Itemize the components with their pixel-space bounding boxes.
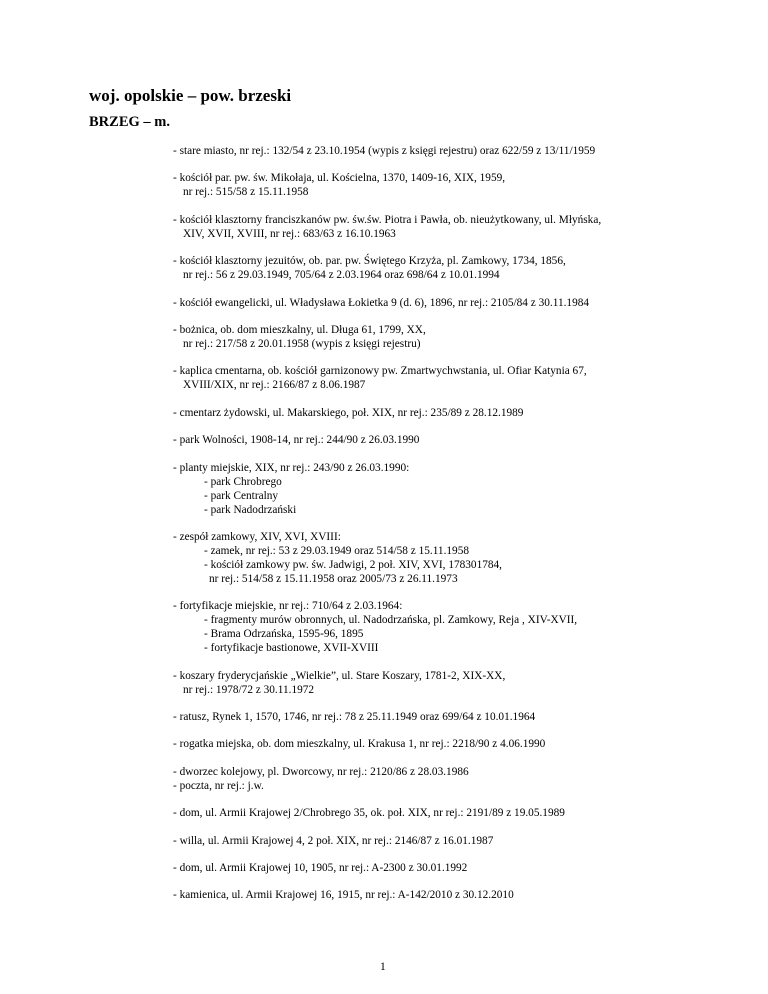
list-item-line: - rogatka miejska, ob. dom mieszkalny, ul. Krakusa 1, nr rej.: 2218/90 z 4.06.1990: [173, 738, 546, 751]
list-item: [173, 530, 753, 586]
list-item-line: - zamek, nr rej.: 53 z 29.03.1949 oraz 514/58 z 15.11.1958: [204, 544, 469, 557]
list-item-line: XIV, XVII, XVIII, nr rej.: 683/63 z 16.10.1963: [183, 227, 396, 240]
list-item: [173, 323, 753, 351]
list-item: [173, 254, 753, 282]
list-item-line: - park Chrobrego: [204, 475, 282, 488]
list-item-line: - kościół klasztorny franciszkanów pw. św.św. Piotra i Pawła, ob. nieużytkowany, ul. Młyńska,: [173, 213, 602, 226]
list-item-line: - park Wolności, 1908-14, nr rej.: 244/90 z 26.03.1990: [173, 434, 420, 447]
list-item-line: - kościół par. pw. św. Mikołaja, ul. Kościelna, 1370, 1409-16, XIX, 1959,: [173, 172, 506, 185]
list-item-line: - park Nadodrzański: [204, 503, 297, 516]
list-item-line: - ratusz, Rynek 1, 1570, 1746, nr rej.: 78 z 25.11.1949 oraz 699/64 z 10.01.1964: [173, 711, 536, 724]
list-item: [173, 669, 753, 697]
list-item-line: - bożnica, ob. dom mieszkalny, ul. Długa 61, 1799, XX,: [173, 323, 426, 336]
list-item-line: nr rej.: 217/58 z 20.01.1958 (wypis z księgi rejestru): [183, 337, 421, 350]
list-item-line: nr rej.: 56 z 29.03.1949, 705/64 z 2.03.1964 oraz 698/64 z 10.01.1994: [183, 269, 500, 282]
page-title: woj. opolskie – pow. brzeski: [89, 86, 292, 105]
list-item: [173, 461, 753, 517]
list-item: [173, 710, 753, 724]
list-item: [173, 888, 753, 902]
list-item: [173, 599, 753, 655]
list-item-line: - dom, ul. Armii Krajowej 2/Chrobrego 35, ok. poł. XIX, nr rej.: 2191/89 z 19.05.1989: [173, 807, 565, 820]
list-item-line: nr rej.: 515/58 z 15.11.1958: [183, 186, 309, 199]
list-item: [173, 861, 753, 875]
list-item: [173, 364, 753, 392]
list-item: [173, 296, 753, 310]
list-item-line: nr rej.: 514/58 z 15.11.1958 oraz 2005/73 z 26.11.1973: [209, 572, 458, 585]
monument-list: [173, 144, 753, 916]
section-title: BRZEG – m.: [89, 114, 170, 130]
list-item-line: - park Centralny: [204, 489, 279, 502]
list-item-line: nr rej.: 1978/72 z 30.11.1972: [183, 683, 315, 696]
list-item-line: - dworzec kolejowy, pl. Dworcowy, nr rej.: 2120/86 z 28.03.1986: [173, 765, 469, 778]
list-item-line: - cmentarz żydowski, ul. Makarskiego, poł. XIX, nr rej.: 235/89 z 28.12.1989: [173, 406, 524, 419]
list-item-line: - willa, ul. Armii Krajowej 4, 2 poł. XIX, nr rej.: 2146/87 z 16.01.1987: [173, 834, 494, 847]
list-item: [173, 834, 753, 848]
list-item-line: - Brama Odrzańska, 1595-96, 1895: [204, 628, 364, 641]
page-number: 1: [380, 961, 386, 973]
list-item-line: - kościół zamkowy pw. św. Jadwigi, 2 poł. XIV, XVI, 178301784,: [204, 558, 502, 571]
list-item: [173, 433, 753, 447]
list-item-line: - fortyfikacje miejskie, nr rej.: 710/64 z 2.03.1964:: [173, 600, 403, 613]
list-item-line: - fragmenty murów obronnych, ul. Nadodrzańska, pl. Zamkowy, Reja , XIV-XVII,: [204, 614, 578, 627]
list-item-line: - poczta, nr rej.: j.w.: [173, 779, 264, 792]
list-item: [173, 765, 753, 793]
list-item-line: XVIII/XIX, nr rej.: 2166/87 z 8.06.1987: [183, 379, 366, 392]
list-item-line: - planty miejskie, XIX, nr rej.: 243/90 z 26.03.1990:: [173, 461, 410, 474]
list-item-line: - kamienica, ul. Armii Krajowej 16, 1915, nr rej.: A-142/2010 z 30.12.2010: [173, 889, 514, 902]
list-item-line: - kaplica cmentarna, ob. kościół garnizonowy pw. Zmartwychwstania, ul. Ofiar Katynia 67,: [173, 365, 587, 378]
list-item-line: - fortyfikacje bastionowe, XVII-XVIII: [204, 642, 379, 655]
list-item: [173, 406, 753, 420]
list-item-line: - kościół ewangelicki, ul. Władysława Łokietka 9 (d. 6), 1896, nr rej.: 2105/84 z 30.11.1984: [173, 296, 590, 309]
list-item: [173, 171, 753, 199]
list-item: [173, 737, 753, 751]
list-item-line: - dom, ul. Armii Krajowej 10, 1905, nr rej.: A-2300 z 30.01.1992: [173, 862, 468, 875]
list-item: [173, 144, 753, 158]
list-item-line: - koszary fryderycjańskie „Wielkie”, ul. Stare Koszary, 1781-2, XIX-XX,: [173, 669, 506, 682]
list-item-line: - kościół klasztorny jezuitów, ob. par. pw. Świętego Krzyża, pl. Zamkowy, 1734, 1856,: [173, 255, 566, 268]
list-item: [173, 213, 753, 241]
list-item-line: - stare miasto, nr rej.: 132/54 z 23.10.1954 (wypis z księgi rejestru) oraz 622/59 z 13/11/1959: [173, 145, 596, 157]
list-item-line: - zespół zamkowy, XIV, XVI, XVIII:: [173, 530, 341, 543]
list-item: [173, 806, 753, 820]
